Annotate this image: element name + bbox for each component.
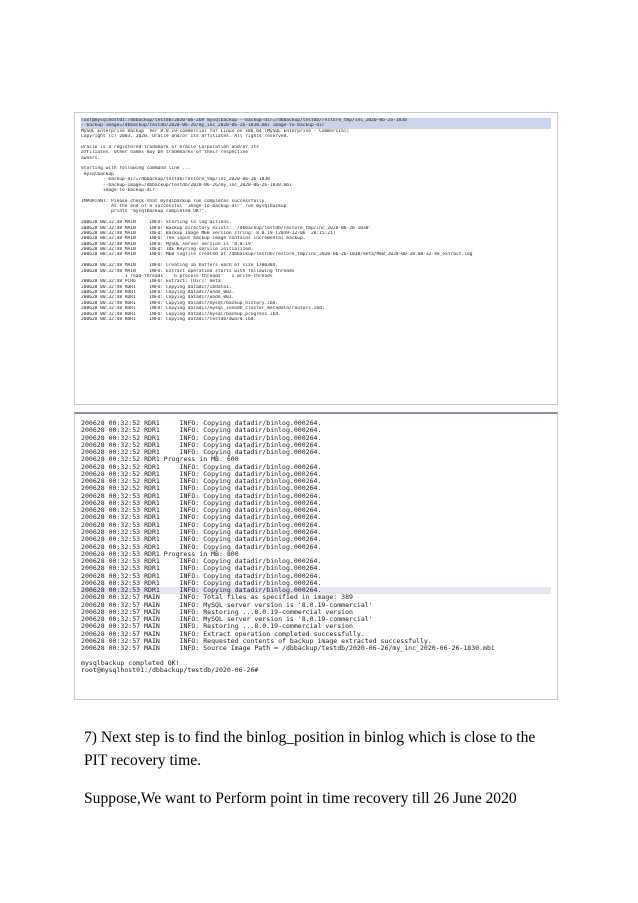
terminal-line: 200628 00:32:48 MAIN INFO: Backup directory exists: '/dbbackup/testdb/restore_tmp/inc_2020-06-26-1830' bbox=[81, 225, 372, 231]
terminal-line: 200628 00:32:57 MAIN INFO: Extract operation completed successfully. bbox=[81, 630, 365, 638]
terminal-line: 200628 00:32:48 MAIN INFO: Starting to log actions. bbox=[81, 220, 232, 226]
terminal-line: root@mysqlhost01:/dbbackup/testdb/2020-06-26# bbox=[81, 667, 259, 675]
terminal-line: Copyright (c) 2003, 2020, Oracle and/or its affiliates. All rights reserved. bbox=[81, 134, 290, 140]
terminal-line: 200628 00:32:53 RDR1 INFO: Copying datadir/binlog.000264. bbox=[81, 579, 322, 587]
terminal-line: 200628 00:32:52 RDR1 INFO: Copying datadir/binlog.000264. bbox=[81, 427, 322, 435]
terminal-screenshot-extract bbox=[74, 112, 558, 405]
terminal-line: 200628 00:32:48 MAIN INFO: Extract operation starts with following threads bbox=[81, 268, 295, 274]
terminal-line: 200628 00:32:52 RDR1 INFO: Copying datadir/binlog.000264. bbox=[81, 478, 322, 486]
terminal-line: image-to-backup-dir bbox=[81, 187, 155, 193]
terminal-line: --backup-image=/dbbackup/testdb/2020-06-26/my_inc_2020-06-26-1830.mbi image-to-backup-dir bbox=[81, 123, 551, 128]
terminal-line: 200628 00:32:53 RDR1 INFO: Copying datadir/binlog.000264. bbox=[81, 528, 322, 536]
terminal-screenshot-progress bbox=[74, 412, 558, 700]
terminal-line: Starting with following command line ... bbox=[81, 166, 191, 172]
terminal-line: 200628 00:32:57 MAIN INFO: Source Image Path = /dbbackup/testdb/2020-06-26/my_inc_2020-06-26-1830.mbi bbox=[81, 645, 495, 653]
terminal-line: MySQL Enterprise Backup Ver 8.0.19-commercial for Linux on x86_64 (MySQL Enterprise - Commercial) bbox=[81, 128, 350, 134]
terminal-line: 200628 00:32:53 RDR1 INFO: Copying datadir/binlog.000264. bbox=[81, 492, 322, 500]
terminal-line: 200628 00:32:48 RDR1 INFO: Copying datadir/mysql/backup_progress.ibd. bbox=[81, 311, 281, 317]
terminal-line: At the end of a successful 'image-to-backup-dir' run mysqlbackup bbox=[81, 204, 287, 209]
terminal-line: 200628 00:32:57 MAIN INFO: Total files as specified in image: 389 bbox=[81, 594, 353, 602]
terminal-line: 200628 00:32:53 RDR1 INFO: Copying datadir/binlog.000264. bbox=[81, 572, 322, 580]
terminal-line: mysqlbackup completed OK! bbox=[81, 659, 180, 667]
terminal-line: affiliates. Other names may be trademarks of their respective bbox=[81, 150, 248, 156]
terminal-line: 200628 00:32:48 MAIN INFO: The input backup image contains incremental backup. bbox=[81, 236, 306, 242]
terminal-line: 200628 00:32:48 RDR1 INFO: Copying datadir/mysql_innodb_cluster_metadata/routers.ibd. bbox=[81, 306, 325, 312]
terminal-line: prints "mysqlbackup completed OK!". bbox=[81, 209, 207, 215]
terminal-line: 200628 00:32:52 RDR1 INFO: Copying datadir/binlog.000264. bbox=[81, 470, 322, 478]
terminal-line: 200628 00:32:48 MAIN INFO: MEB logfile created at /dbbackup/testdb/restore_tmp/inc_2020-06-26-1830/meta/MEB_2020-06-28.00-32-48_extract.log bbox=[81, 252, 473, 258]
terminal-line: 1 read-threads 6 process-threads 1 write-threads bbox=[81, 273, 273, 279]
terminal-line: mysqlbackup bbox=[81, 171, 114, 177]
terminal-line: 200628 00:32:48 MAIN INFO: Backup Image MEB version string: 8.0.19 [2019-12-06 20:15:21] bbox=[81, 230, 336, 236]
terminal-line: 200628 00:32:53 RDR1 INFO: Copying datadir/binlog.000264. bbox=[81, 558, 322, 566]
terminal-line: 200628 00:32:48 RDR1 INFO: Copying datadir/undo_001. bbox=[81, 295, 235, 301]
terminal-line: 200628 00:32:57 MAIN INFO: Requested contents of backup image extracted successfully. bbox=[81, 637, 432, 645]
terminal-line: 200628 00:32:48 RDR1 INFO: Copying datadir/undo_002. bbox=[81, 290, 235, 295]
terminal-line: 200628 00:32:57 MAIN INFO: MySQL server version is '8.0.19-commercial' bbox=[81, 601, 373, 609]
terminal-line: 200628 00:32:53 RDR1 INFO: Copying datadir/binlog.000264. bbox=[81, 499, 322, 507]
terminal-line: 200628 00:32:52 RDR1 INFO: Copying datadir/binlog.000264. bbox=[81, 434, 322, 442]
terminal-line: IMPORTANT: Please check that mysqlbackup run completes successfully. bbox=[81, 198, 268, 204]
terminal-line: 200628 00:32:52 RDR1 INFO: Copying datadir/binlog.000264. bbox=[81, 420, 322, 427]
terminal-line: root@mysqlhost01:/dbbackup/testdb/2020-06-26# mysqlbackup --backup-dir=/dbbackup/testdb/restore_tmp/inc_2020-06-26-1830 bbox=[81, 118, 551, 123]
step-7-paragraph: 7) Next step is to find the binlog_position in binlog which is close to the PIT recovery time. bbox=[84, 729, 536, 769]
terminal-line: owners. bbox=[81, 155, 101, 161]
terminal-line: --backup-image=/dbbackup/testdb/2020-06-26/my_inc_2020-06-26-1830.mbi bbox=[81, 182, 292, 188]
terminal-line: 200628 00:32:48 RDR1 INFO: Copying datadir/testdb/award.ibd. bbox=[81, 316, 257, 322]
terminal-line: 200628 00:32:53 RDR1 INFO: Copying datadir/binlog.000264. bbox=[81, 536, 322, 544]
terminal-line: 200628 00:32:53 RDR1 INFO: Copying datadir/binlog.000264. bbox=[81, 543, 322, 551]
terminal-line: 200628 00:32:53 RDR1 INFO: Copying datadir/binlog.000264. bbox=[81, 587, 551, 594]
terminal-line: Oracle is a registered trademark of Oracle Corporation and/or its bbox=[81, 144, 259, 150]
terminal-line: 200628 00:32:52 RDR1 INFO: Copying datadir/binlog.000264. bbox=[81, 463, 322, 471]
terminal-line: 200628 00:32:52 RDR1 INFO: Copying datadir/binlog.000264. bbox=[81, 441, 322, 449]
terminal-line: 200628 00:32:52 RDR1 INFO: Copying datadir/binlog.000264. bbox=[81, 449, 322, 457]
terminal-line: 200628 00:32:53 RDR1 INFO: Copying datadir/binlog.000264. bbox=[81, 521, 322, 529]
terminal-line: 200628 00:32:53 RDR1 INFO: Copying datadir/binlog.000264. bbox=[81, 565, 322, 573]
terminal-line: 200628 00:32:48 PCR6 INFO: Extract: [Dir]: meta bbox=[81, 279, 221, 285]
terminal-line: --backup-dir=/dbbackup/testdb/restore_tmp/inc_2020-06-26-1830 bbox=[81, 177, 270, 183]
terminal-line: 200628 00:32:53 RDR1 INFO: Copying datadir/binlog.000264. bbox=[81, 507, 322, 515]
terminal-line: 200628 00:32:57 MAIN INFO: MySQL server version is '8.0.19-commercial' bbox=[81, 616, 373, 624]
terminal-line: 200628 00:32:48 MAIN INFO: TDE Keyring service initialized. bbox=[81, 247, 254, 252]
terminal-line: 200628 00:32:53 RDR1 Progress in MB: 800 bbox=[81, 550, 239, 558]
terminal-line: 200628 00:32:53 RDR1 INFO: Copying datadir/binlog.000264. bbox=[81, 514, 322, 522]
terminal-line: 200628 00:32:57 MAIN INFO: Restoring ...8.0.19-commercial version bbox=[81, 623, 353, 631]
terminal-line: 200628 00:32:52 RDR1 INFO: Copying datadir/binlog.000264. bbox=[81, 485, 322, 493]
terminal-line: 200628 00:32:52 RDR1 Progress in MB: 600 bbox=[81, 456, 239, 464]
terminal-line: 200628 00:32:48 RDR1 INFO: Copying datadir/mysql/backup_history.ibd. bbox=[81, 300, 279, 306]
terminal-line bbox=[81, 653, 551, 660]
terminal-line: 200628 00:32:57 MAIN INFO: Restoring ...8.0.19-commercial version bbox=[81, 608, 353, 616]
terminal-line: 200628 00:32:48 MAIN INFO: Creating 16 buffers each of size 1780384. bbox=[81, 263, 279, 269]
suppose-paragraph: Suppose,We want to Perform point in time recovery till 26 June 2020 bbox=[84, 790, 517, 807]
terminal-line: 200628 00:32:48 RDR1 INFO: Copying datadir/ibdata1. bbox=[81, 284, 232, 290]
terminal-line: 200628 00:32:48 MAIN INFO: MySQL server version is '8.0.19' bbox=[81, 241, 254, 247]
